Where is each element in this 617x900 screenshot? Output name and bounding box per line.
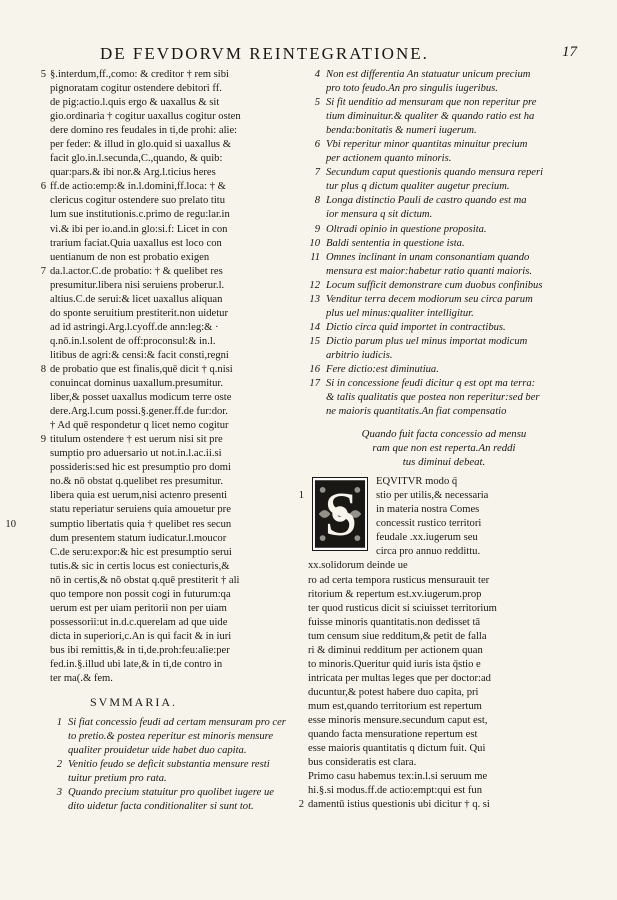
- text-line: [50, 82, 302, 96]
- line-text: EQVITVR modo q̄: [376, 476, 458, 488]
- initial-letter: S: [323, 481, 359, 550]
- summary-item: [308, 68, 580, 96]
- text-line: [50, 489, 302, 503]
- summary-line: Si in concessione feudi dicitur q est opt ma terra:: [326, 378, 536, 390]
- summary-line: Baldi sententia in questione ista.: [326, 237, 465, 249]
- line-text: uerum est per uiam peritorii non per uiam: [50, 602, 227, 614]
- text-line: [50, 405, 302, 419]
- text-line: [50, 377, 302, 391]
- text-line: [308, 700, 580, 714]
- summary-line: mensura est maior:habetur ratio quanti maioris.: [326, 265, 532, 277]
- text-line: [5, 518, 302, 532]
- page-title: DE FEVDORVM REINTEGRATIONE.: [100, 44, 429, 63]
- text-line: [50, 321, 302, 335]
- text-line: [308, 602, 580, 616]
- line-text: titulum ostendere † est uerum nisi sit pre: [50, 434, 223, 446]
- summary-item: [308, 377, 580, 419]
- summary-number: 16: [309, 363, 320, 375]
- line-text: feudale .xx.iugerum seu: [376, 532, 478, 544]
- line-text: quar:pars.& ibi nor.& Arg.l.ticius heres: [50, 167, 216, 179]
- left-column: [5, 68, 302, 814]
- text-line: [308, 644, 580, 658]
- line-text: possideris:sed hic est presumptio pro domi: [50, 462, 231, 474]
- summary-item: [308, 321, 580, 335]
- summary-line: tur plus q dictum qualiter augetur precium.: [326, 181, 510, 193]
- summary-line: qualiter prouidetur uide habet duo capita.: [68, 745, 247, 757]
- text-line: [50, 574, 302, 588]
- line-text: altius.C.de serui:& licet uaxallus aliquan: [50, 293, 223, 305]
- text-line: [50, 391, 302, 405]
- summary-line: Vbi reperitur minor quantitas minuitur precium: [326, 139, 528, 151]
- summary-item: [308, 251, 580, 279]
- text-line: [308, 574, 580, 588]
- summary-line: Dictio circa quid importet in contractibus.: [326, 321, 506, 333]
- summary-number: 7: [314, 167, 320, 179]
- text-line: [40, 363, 302, 377]
- line-text: sumptio pro aduersario ut not.in.l.ac.ii.si: [50, 448, 222, 460]
- text-line: [50, 194, 302, 208]
- summary-number: 11: [310, 251, 320, 263]
- line-text: bus consideratis est clara.: [308, 757, 417, 769]
- line-text: stio per utilis,& necessaria: [376, 490, 489, 502]
- text-line: [298, 798, 580, 812]
- line-text: libera quia est uerum,nisi actenro presenti: [50, 490, 228, 502]
- text-line: [50, 658, 302, 672]
- line-text: Primo casu habemus tex:in.l.si seruum me: [308, 771, 488, 783]
- summary-line: Longa distinctio Pauli de castro quando est ma: [326, 195, 527, 207]
- line-text: ducuntur,& potest habere duo capita, pri: [308, 686, 479, 698]
- summary-line: Venditur terra decem modiorum seu circa parum: [326, 293, 533, 305]
- text-line: [298, 489, 580, 503]
- text-line: [50, 503, 302, 517]
- text-line: [50, 644, 302, 658]
- line-text: no.& nō obstat q.quelibet res presumitur.: [50, 476, 224, 488]
- text-line: [50, 152, 302, 166]
- margin-number: 8: [40, 363, 46, 375]
- summary-line: Venitio feudo se deficit substantia mensure resti: [68, 759, 270, 771]
- text-line: [308, 742, 580, 756]
- summary-line: tuitur pretium pro rata.: [68, 773, 167, 785]
- summaria-heading: SVMMARIA.: [90, 695, 178, 710]
- subheading-line: tus diminui debeat.: [402, 456, 486, 469]
- line-text: ter quod rusticus dicit si sciuisset territorium: [308, 602, 497, 614]
- text-line: [50, 279, 302, 293]
- text-line: [50, 335, 302, 349]
- summary-number: 8: [314, 195, 320, 207]
- summary-item: [308, 194, 580, 222]
- line-text: statu reperiatur seruiens quia amouetur pre: [50, 504, 231, 516]
- line-text: q.nō.in.l.solent de off:proconsul:& in.l.: [50, 335, 216, 347]
- text-line: [50, 251, 302, 265]
- summary-item: [50, 786, 302, 814]
- margin-number: 5: [40, 69, 46, 80]
- summary-line: Non est differentia An statuatur unicum precium: [326, 69, 531, 80]
- text-line: [308, 756, 580, 770]
- text-line: [50, 672, 302, 686]
- line-text: damentū istius questionis ubi dicitur † q. si: [308, 799, 490, 811]
- line-text: ro ad certa tempora rusticus mensurauit ter: [308, 574, 490, 586]
- summary-line: benda:bonitatis & numeri iugerum.: [326, 125, 477, 137]
- summary-line: Oltradi opinio in questione proposita.: [326, 223, 487, 235]
- text-line: [50, 616, 302, 630]
- line-text: mum est,quando territorium est repertum: [308, 700, 482, 712]
- summary-item: [308, 335, 580, 363]
- text-line: [50, 560, 302, 574]
- line-text: quando facta mensuratione repertum est: [308, 729, 478, 741]
- text-line: [50, 461, 302, 475]
- summary-item: [308, 279, 580, 293]
- section-subheading: [308, 427, 580, 469]
- summary-line: ne maioris quantitatis.An fiat compensatio: [326, 406, 507, 418]
- text-line: [40, 265, 302, 279]
- text-line: [308, 770, 580, 784]
- line-text: in materia nostra Comes: [376, 504, 480, 516]
- summary-line: arbitrio iudicis.: [326, 349, 393, 361]
- summary-line: Secundum caput questionis quando mensura reperi: [326, 167, 544, 179]
- summary-item: [308, 363, 580, 377]
- line-text: circa pro annuo reddittu.: [376, 546, 481, 558]
- margin-number: 2: [298, 799, 304, 811]
- text-line: [50, 602, 302, 616]
- summary-number: 5: [314, 97, 320, 109]
- line-text: fuisse minoris quantitatis.non dedisset tā: [308, 616, 481, 628]
- summary-number: 17: [309, 378, 320, 390]
- text-line: [50, 475, 302, 489]
- text-line: [50, 96, 302, 110]
- summary-item: [308, 293, 580, 321]
- line-text: vi.& ibi per io.and.in glo:si.f: Licet in con: [50, 223, 228, 235]
- line-text: per feder: & illud in glo.quid si uaxallus &: [50, 139, 231, 151]
- line-text: lum sue institutionis.c.primo de regu:lar.in: [50, 209, 230, 221]
- line-text: clericus cogitur ostendere suo prelato titu: [50, 195, 226, 207]
- summary-number: 14: [309, 321, 320, 333]
- text-line: [308, 588, 580, 602]
- summary-line: pro toto feudo.An pro singulis iugeribus.: [326, 83, 498, 95]
- summary-item: [50, 716, 302, 758]
- line-text: C.de seru:expor:& hic est presumptio serui: [50, 546, 232, 558]
- line-text: ter ma(.& fem.: [50, 673, 113, 685]
- line-text: † Ad quē respondetur q licet nemo cogitur: [50, 420, 229, 432]
- line-text: ri & diminui redditum per actionem quan: [308, 644, 483, 656]
- line-text: xx.solidorum deinde ue: [308, 560, 408, 572]
- margin-number: 1: [298, 490, 304, 502]
- line-text: dere domino res feudales in ti,de prohi: alie:: [50, 125, 238, 137]
- line-text: intricata per multas leges que per doctor:ad: [308, 672, 491, 684]
- text-line: [50, 223, 302, 237]
- summary-line: Omnes inclinant in unam consonantiam quando: [326, 251, 530, 263]
- summary-number: 12: [309, 279, 320, 291]
- line-text: presumitur.libera nisi seruiens proberur.l.: [50, 279, 225, 291]
- text-line: [308, 616, 580, 630]
- line-text: tutis.& sic in certis locus est coniecturis,&: [50, 560, 230, 572]
- line-text: pignoratam cogitur ostendere debitori ff.: [50, 83, 222, 95]
- running-head: [100, 44, 577, 66]
- summary-line: per actionem quanto minoris.: [326, 153, 452, 165]
- line-text: liber,& posset uaxallus modicum terre oste: [50, 392, 232, 404]
- summary-line: Dictio parum plus uel minus importat modicum: [326, 335, 528, 347]
- summary-line: to pretio.& postea reperitur est minoris mensure: [68, 731, 274, 743]
- text-line: [50, 630, 302, 644]
- summary-number: 9: [314, 223, 320, 235]
- text-line: [308, 728, 580, 742]
- summary-number: 4: [314, 69, 320, 80]
- text-line: [308, 630, 580, 644]
- summary-line: tium diminuitur.& qualiter & quando ratio est ha: [326, 111, 535, 123]
- line-text: do sponte seruitium prestiterit.non uidetur: [50, 307, 229, 319]
- line-text: facit glo.in.l.secunda,C.,quando, & quib:: [50, 153, 223, 165]
- line-text: de probatio que est finalis,quē dicit † q.nisi: [50, 363, 233, 375]
- text-line: [50, 110, 302, 124]
- summary-number: 13: [309, 293, 320, 305]
- line-text: fed.in.§.illud ubi late,& in ti,de contro in: [50, 658, 223, 670]
- line-text: dere.Arg.l.cum possi.§.gener.ff.de fur:dor.: [50, 406, 228, 418]
- line-text: esse maioris quantitatis q dictum fuit. Qui: [308, 743, 486, 755]
- text-line: [308, 475, 580, 489]
- line-text: ad id astringi.Arg.l.cyoff.de ann:leg:& ·: [50, 321, 219, 333]
- text-line: [308, 714, 580, 728]
- subheading-line: Quando fuit facta concessio ad mensu: [361, 428, 527, 441]
- line-text: nō in certis,& nō obstat q.quē prestiterit † ali: [50, 574, 240, 586]
- text-line: [50, 532, 302, 546]
- summary-number: 1: [56, 717, 62, 729]
- line-text: conuincat dominus uaxallum.presumitur.: [50, 378, 224, 390]
- summary-line: Quando precium statuitur pro quolibet iugere ue: [68, 787, 274, 799]
- text-line: [50, 138, 302, 152]
- summary-number: 2: [56, 759, 62, 771]
- line-text: sumptio libertatis quia † quelibet res secun: [50, 518, 232, 530]
- summary-line: Locum sufficit demonstrare cum duobus confinibus: [326, 279, 543, 291]
- summary-item: [50, 758, 302, 786]
- line-text: possessorii:ut in.d.c.querelam ad que uide: [50, 616, 228, 628]
- summary-line: ior mensura q sit dictum.: [326, 209, 433, 221]
- margin-number: 10: [5, 518, 16, 530]
- line-text: hi.§.si modus.ff.de actio:empt:qui est fun: [308, 785, 482, 797]
- summary-line: Si fiat concessio feudi ad certam mensuram pro cer: [68, 717, 286, 729]
- summary-number: 10: [309, 237, 320, 249]
- text-line: [50, 447, 302, 461]
- text-line: [50, 293, 302, 307]
- text-line: [308, 672, 580, 686]
- line-text: dicta in superiori,c.An is qui facit & in iuri: [50, 630, 232, 642]
- line-text: uentianum de non est probatio exigen: [50, 251, 210, 263]
- summary-line: dito uidetur facta conditionaliter si sunt tot.: [68, 801, 254, 813]
- margin-number: 7: [40, 265, 46, 277]
- line-text: ff.de actio:emp:& in.l.domini,ff.loca: † &: [50, 181, 226, 193]
- line-text: tum censum siue redditum,& petit de falla: [308, 630, 487, 642]
- text-line: [40, 68, 302, 82]
- text-line: [50, 419, 302, 433]
- text-line: [308, 503, 580, 517]
- line-text: trarium faciat.Quia uaxallus est loco con: [50, 237, 222, 249]
- summary-number: 3: [56, 787, 62, 799]
- margin-number: 6: [40, 181, 46, 193]
- line-text: dum presentem statum iudicatur.l.moucor: [50, 532, 227, 544]
- text-line: [50, 588, 302, 602]
- line-text: quo tempore non possit cogi in futurum:qa: [50, 588, 231, 600]
- line-text: ritorium & repertum est.xv.iugerum.prop: [308, 588, 482, 600]
- text-line: [50, 124, 302, 138]
- right-column: [298, 68, 580, 812]
- summary-item: [308, 96, 580, 138]
- text-line: [50, 307, 302, 321]
- summary-number: 15: [309, 335, 320, 347]
- text-line: [50, 208, 302, 222]
- text-line: [308, 517, 580, 531]
- text-line: [308, 784, 580, 798]
- line-text: gio.ordinaria † cogitur uaxallus cogitur osten: [50, 111, 241, 123]
- margin-number: 9: [40, 434, 46, 446]
- text-line: [50, 349, 302, 363]
- text-line: [50, 237, 302, 251]
- line-text: concessit rustico territori: [376, 518, 482, 530]
- text-line: [40, 180, 302, 194]
- summary-line: plus uel minus:qualiter intelligitur.: [326, 307, 474, 319]
- summary-number: 6: [314, 139, 320, 151]
- text-line: [50, 166, 302, 180]
- summary-item: [308, 138, 580, 166]
- text-line: [308, 686, 580, 700]
- summary-item: [308, 237, 580, 251]
- text-line: [308, 658, 580, 672]
- summary-line: & talis qualitatis que postea non reperitur:sed ber: [326, 392, 540, 404]
- page-number: 17: [562, 44, 577, 60]
- text-line: [308, 531, 580, 545]
- line-text: litibus de agri:& censi:& facit consti,regni: [50, 349, 229, 361]
- line-text: bus ibi remittis,& in ti,de.proh:feu:alie:per: [50, 644, 230, 656]
- text-line: [40, 433, 302, 447]
- line-text: da.l.actor.C.de probatio: † & quelibet res: [50, 265, 223, 277]
- line-text: to minoris.Queritur quid iuris ista q̄stio e: [308, 658, 481, 670]
- text-line: [308, 545, 580, 559]
- line-text: de pig:actio.l.quis ergo & uaxallus & sit: [50, 97, 220, 109]
- summary-item: [308, 223, 580, 237]
- line-text: §.interdum,ff.,como: & creditor † rem sibi: [50, 69, 229, 80]
- summary-item: [308, 166, 580, 194]
- summary-line: Si fit uenditio ad mensuram que non reperitur pre: [326, 97, 537, 109]
- line-text: esse minoris mensure.secundum caput est,: [308, 714, 488, 726]
- text-line: [50, 546, 302, 560]
- text-line: [308, 559, 580, 573]
- subheading-line: ram que non est reperta.An reddi: [372, 442, 516, 455]
- summary-line: Fere dictio:est diminutiua.: [326, 363, 439, 375]
